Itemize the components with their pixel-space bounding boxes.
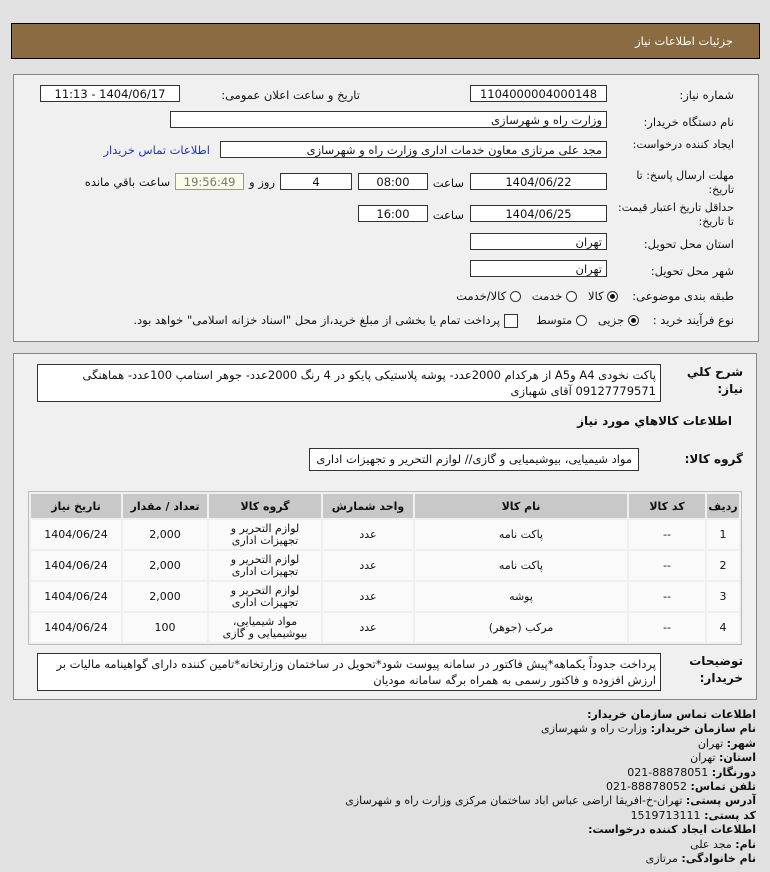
- validity-time-label: ساعت: [432, 208, 464, 222]
- cell-goods-name: پاکت نامه: [415, 520, 627, 549]
- cell-goods-name: پاکت نامه: [415, 551, 627, 580]
- remaining-time-row: [85, 173, 352, 190]
- remaining-label: ساعت باقي مانده: [84, 174, 171, 189]
- table-row: [31, 613, 739, 642]
- buyer-field[interactable]: وزارت راه و شهرسازی: [170, 111, 607, 128]
- buyer-contact-link[interactable]: اطلاعات تماس خریدار: [103, 143, 210, 157]
- treasury-payment-checkbox[interactable]: [504, 314, 518, 328]
- goods-group-label: گروه کالا:: [684, 452, 743, 466]
- announce-label: تاریخ و ساعت اعلان عمومی:: [221, 88, 360, 102]
- city-field[interactable]: تهران: [470, 260, 607, 277]
- announce-field[interactable]: 1404/06/17 - 11:13: [40, 85, 180, 102]
- cell-goods-code: --: [629, 551, 705, 580]
- contact-title: اطلاعات تماس سازمان خریدار:: [587, 708, 756, 721]
- cell-row-number: 3: [707, 582, 739, 611]
- process-minor-radio[interactable]: [628, 315, 639, 326]
- days-label: روز و: [249, 174, 275, 189]
- cell-need-date: 1404/06/24: [31, 520, 121, 549]
- cell-unit: عدد: [323, 582, 413, 611]
- creator-info-title: اطلاعات ایجاد کننده درخواست:: [588, 823, 756, 837]
- process-row: [133, 313, 734, 328]
- province-label: استان محل تحویل:: [643, 237, 734, 251]
- process-label: نوع فرآیند خرید :: [652, 313, 734, 328]
- cell-quantity: 2,000: [123, 520, 207, 549]
- province-field[interactable]: تهران: [470, 233, 607, 250]
- contact-city: شهر: تهران: [697, 736, 756, 750]
- cell-goods-code: --: [629, 520, 705, 549]
- category-both-label: کالا/خدمت: [456, 289, 507, 303]
- col-row: ردیف: [707, 494, 739, 518]
- cell-need-date: 1404/06/24: [31, 613, 121, 642]
- need-number-field[interactable]: 1104000004000148: [470, 85, 607, 102]
- category-goods-radio[interactable]: [607, 291, 618, 302]
- cell-goods-group: مواد شیمیایی، بیوشیمیایی و گازی: [209, 613, 321, 642]
- process-medium-radio[interactable]: [576, 315, 587, 326]
- cell-row-number: 1: [707, 520, 739, 549]
- contact-fax: دورنگار: 88878051-021: [627, 765, 756, 779]
- page-header: [11, 23, 760, 59]
- deadline-time-field[interactable]: 08:00: [358, 173, 428, 190]
- city-label: شهر محل تحویل:: [650, 264, 734, 278]
- goods-table: [29, 492, 741, 644]
- col-name: نام کالا: [415, 494, 627, 518]
- creator-name: نام: مجد علی: [690, 837, 756, 851]
- table-row: [31, 520, 739, 549]
- goods-group-field: مواد شیمیایی، بیوشیمیایی و گازی// لوازم التحریر و تجهیزات اداری: [309, 448, 639, 471]
- buyer-contact-info: [13, 708, 757, 866]
- category-label: طبقه بندی موضوعی:: [632, 289, 734, 303]
- cell-goods-name: پوشه: [415, 582, 627, 611]
- cell-quantity: 2,000: [123, 551, 207, 580]
- treasury-payment-label: پرداخت تمام یا بخشی از مبلغ خرید،از محل "اسناد خزانه اسلامی" خواهد بود.: [133, 313, 501, 327]
- col-code: کد کالا: [629, 494, 705, 518]
- process-radio-group: [133, 313, 638, 328]
- category-both-radio[interactable]: [510, 291, 521, 302]
- description-row: [14, 364, 756, 402]
- col-qty: تعداد / مقدار: [123, 494, 207, 518]
- need-number-label: شماره نیاز:: [679, 88, 734, 102]
- deadline-date-field[interactable]: 1404/06/22: [470, 173, 607, 190]
- cell-goods-code: --: [629, 582, 705, 611]
- col-date: تاریخ نیاز: [31, 494, 121, 518]
- creator-family: نام خانوادگی: مرتازی: [645, 852, 756, 866]
- category-service-label: خدمت: [531, 289, 563, 303]
- contact-phone: تلفن تماس: 88878052-021: [606, 780, 756, 794]
- category-goods-label: کالا: [588, 289, 604, 303]
- contact-province: استان: تهران: [690, 751, 756, 765]
- buyer-label: نام دستگاه خریدار:: [643, 115, 734, 129]
- cell-unit: عدد: [323, 551, 413, 580]
- goods-group-row: [14, 448, 756, 471]
- validity-date-field[interactable]: 1404/06/25: [470, 205, 607, 222]
- goods-table-wrap: [28, 491, 742, 645]
- deadline-label: مهلت ارسال پاسخ: تا تاریخ:: [636, 169, 734, 196]
- buyer-notes-label: توضیحات خریدار:: [689, 654, 743, 685]
- col-group: گروه کالا: [209, 494, 321, 518]
- validity-label: حداقل تاریخ اعتبار قیمت: تا تاریخ:: [618, 201, 734, 228]
- details-panel: [13, 353, 757, 700]
- contact-org: نام سازمان خریدار: وزارت راه و شهرسازی: [541, 722, 756, 736]
- description-box: پاکت نخودی A4 وA5 از هرکدام 2000عدد- پوشه پلاستیکی پایکو در 4 رنگ 2000عدد- جوهر استامپ 100عدد- هماهنگی 09127779571 آقای شهبازی: [37, 364, 661, 402]
- cell-need-date: 1404/06/24: [31, 551, 121, 580]
- contact-address: آدرس پستی: تهران-خ-افریقا اراضی عباس اباد ساختمان مرکزی وزارت راه و شهرسازی: [345, 794, 756, 808]
- process-medium-label: متوسط: [536, 313, 573, 327]
- category-radio-group: [456, 289, 618, 303]
- cell-quantity: 100: [123, 613, 207, 642]
- goods-section-title: اطلاعات کالاهاي مورد نیاز: [577, 414, 732, 428]
- contact-postal: کد پستی: 1519713111: [630, 808, 756, 822]
- category-service-radio[interactable]: [566, 291, 577, 302]
- cell-unit: عدد: [323, 520, 413, 549]
- buyer-notes-box: پرداخت جدوداً یکماهه*پیش فاکتور در سامانه پیوست شود*تحویل در ساختمان وزارتخانه*تامین کننده دارای گواهینامه مالیات بر ارزش افزوده و فاکتور رسمی به همراه برگه سامانه مودیان: [37, 653, 661, 691]
- cell-goods-group: لوازم التحریر و تجهیزات اداری: [209, 582, 321, 611]
- remaining-time-field: 19:56:49: [175, 173, 244, 190]
- cell-row-number: 4: [707, 613, 739, 642]
- page-title: جزئیات اطلاعات نیاز: [635, 34, 733, 48]
- category-row: [456, 289, 734, 303]
- cell-goods-code: --: [629, 613, 705, 642]
- table-row: [31, 582, 739, 611]
- cell-need-date: 1404/06/24: [31, 582, 121, 611]
- cell-unit: عدد: [323, 613, 413, 642]
- creator-label: ایجاد کننده درخواست:: [632, 138, 734, 151]
- table-header-row: [31, 494, 739, 518]
- cell-goods-group: لوازم التحریر و تجهیزات اداری: [209, 520, 321, 549]
- col-unit: واحد شمارش: [323, 494, 413, 518]
- deadline-time-label: ساعت: [432, 176, 464, 190]
- cell-goods-group: لوازم التحریر و تجهیزات اداری: [209, 551, 321, 580]
- days-field: 4: [280, 173, 352, 190]
- buyer-notes-row: [14, 653, 756, 691]
- validity-time-field[interactable]: 16:00: [358, 205, 428, 222]
- table-row: [31, 551, 739, 580]
- description-label: شرح کلي نیاز:: [686, 365, 743, 396]
- cell-row-number: 2: [707, 551, 739, 580]
- process-minor-label: جزیی: [597, 313, 625, 327]
- cell-quantity: 2,000: [123, 582, 207, 611]
- cell-goods-name: مرکب (جوهر): [415, 613, 627, 642]
- creator-field[interactable]: مجد علی مرتازی معاون خدمات اداری وزارت راه و شهرسازی: [220, 141, 607, 158]
- details-section: [13, 343, 757, 872]
